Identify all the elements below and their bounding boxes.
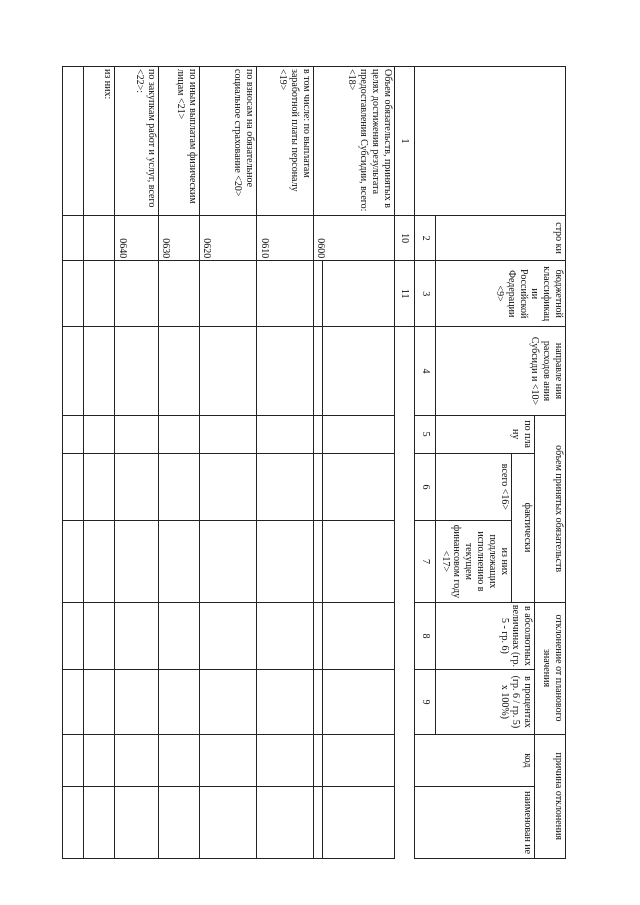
- table-cell: [199, 453, 257, 521]
- row-code: 0630: [158, 215, 199, 260]
- row-code: 0640: [115, 215, 158, 260]
- header-obligations: объем принятых обязательств: [535, 415, 566, 602]
- table-cell: [63, 734, 84, 787]
- table-cell: [199, 261, 257, 327]
- row-label: по иным выплатам физическим лицам <21>: [158, 67, 199, 216]
- table-cell: [83, 327, 115, 416]
- header-reason-name: наименован ие: [415, 787, 535, 859]
- table-cell: [257, 327, 313, 416]
- table-cell: [322, 602, 394, 670]
- table-cell: [115, 734, 158, 787]
- column-number-8: 8: [415, 602, 436, 670]
- table-cell: [322, 787, 394, 859]
- table-cell: [115, 261, 158, 327]
- table-cell: [83, 602, 115, 670]
- row-label: по взносам на обязательное социальное страхование <20>: [199, 67, 257, 216]
- table-cell: [257, 734, 313, 787]
- header-dev-absolute: в абсолютных величинах (гр. 5 - гр. 6): [435, 602, 534, 670]
- row-code: 0620: [199, 215, 257, 260]
- table-cell: [115, 787, 158, 859]
- header-actual: фактически: [511, 453, 535, 602]
- header-reason-code: код: [415, 734, 535, 787]
- column-number-5: 5: [415, 415, 436, 453]
- table-cell: [83, 787, 115, 859]
- column-number-7: 7: [415, 521, 436, 602]
- table-row: [322, 67, 394, 859]
- header-description: [415, 67, 566, 216]
- header-by-plan: по пла ну: [435, 415, 534, 453]
- column-number-9: 9: [415, 670, 436, 734]
- column-number-2: 2: [415, 215, 436, 260]
- column-number-1: 1: [394, 67, 415, 216]
- table-cell: [322, 453, 394, 521]
- table-cell: [115, 415, 158, 453]
- rotated-form: [62, 66, 566, 859]
- table-cell: [199, 602, 257, 670]
- row-code: 0610: [257, 215, 313, 260]
- header-dev-percent: в процентах (гр. 6 / гр. 5) x 100%): [435, 670, 534, 734]
- table-cell: [158, 670, 199, 734]
- table-row: [63, 67, 84, 859]
- table-cell: [158, 327, 199, 416]
- column-number-3: 3: [415, 261, 436, 327]
- table-cell: [158, 521, 199, 602]
- header-actual-current-year: из них подлежащих исполнению в текущем финансовом году <17>: [435, 521, 511, 602]
- obligations-table: [62, 66, 566, 859]
- table-cell: [63, 215, 84, 260]
- table-cell: [158, 787, 199, 859]
- table-cell: [115, 453, 158, 521]
- table-cell: [63, 787, 84, 859]
- table-cell: [63, 602, 84, 670]
- table-cell: [83, 261, 115, 327]
- column-number-11: 11: [394, 261, 415, 327]
- table-cell: [83, 670, 115, 734]
- table-cell: [313, 415, 322, 453]
- table-cell: [158, 734, 199, 787]
- table-row: [199, 67, 257, 859]
- table-cell: [313, 327, 322, 416]
- header-deviation: отклонение от планового значения: [535, 602, 566, 734]
- header-reason: причина отклонения: [535, 734, 566, 859]
- row-code: [83, 215, 115, 260]
- table-row: [158, 67, 199, 859]
- table-cell: [257, 521, 313, 602]
- column-number-6: 6: [415, 453, 436, 521]
- table-cell: [83, 415, 115, 453]
- table-cell: [199, 521, 257, 602]
- table-cell: [115, 670, 158, 734]
- column-number-10: 10: [394, 215, 415, 260]
- table-cell: [313, 734, 322, 787]
- row-label: Объем обязательств, принятых в целях достижения результата предоставления Субсидии, всего: <18>: [313, 67, 394, 216]
- table-cell: [199, 670, 257, 734]
- row-code: 0600: [313, 215, 394, 260]
- table-row: [257, 67, 313, 859]
- table-cell: [257, 787, 313, 859]
- column-number-4: 4: [415, 327, 436, 416]
- table-cell: [115, 521, 158, 602]
- table-cell: [158, 261, 199, 327]
- table-cell: [322, 521, 394, 602]
- table-cell: [83, 734, 115, 787]
- table-cell: [257, 261, 313, 327]
- table-cell: [83, 453, 115, 521]
- table-cell: [199, 327, 257, 416]
- header-bcc: бюджетной классификац ии Российской Федерации <9>: [435, 261, 565, 327]
- table-cell: [313, 670, 322, 734]
- header-line-code: стро ки: [435, 215, 565, 260]
- table-cell: [158, 602, 199, 670]
- table-cell: [257, 670, 313, 734]
- table-cell: [83, 521, 115, 602]
- table-cell: [313, 521, 322, 602]
- table-cell: [322, 415, 394, 453]
- table-cell: [322, 261, 394, 327]
- table-cell: [63, 67, 84, 216]
- table-cell: [63, 670, 84, 734]
- table-cell: [158, 415, 199, 453]
- table-cell: [322, 734, 394, 787]
- table-cell: [257, 453, 313, 521]
- row-label: по закупкам работ и услуг, всего <22>:: [115, 67, 158, 216]
- table-cell: [115, 602, 158, 670]
- table-cell: [115, 327, 158, 416]
- table-row: [115, 67, 158, 859]
- table-cell: [63, 521, 84, 602]
- table-cell: [199, 787, 257, 859]
- table-cell: [158, 453, 199, 521]
- header-actual-total: всего <16>: [435, 453, 511, 521]
- table-cell: [313, 602, 322, 670]
- table-cell: [313, 453, 322, 521]
- table-cell: [63, 453, 84, 521]
- table-cell: [199, 734, 257, 787]
- header-direction: направле ния расходов ания Субсиди и <10>: [435, 327, 565, 416]
- table-cell: [63, 261, 84, 327]
- row-label: в том числе: по выплатам заработной платы персоналу <19>: [257, 67, 313, 216]
- table-cell: [257, 602, 313, 670]
- table-cell: [313, 787, 322, 859]
- table-cell: [199, 415, 257, 453]
- table-row: [83, 67, 115, 859]
- table-cell: [313, 261, 322, 327]
- table-cell: [257, 415, 313, 453]
- row-label: из них:: [83, 67, 115, 216]
- table-cell: [63, 327, 84, 416]
- table-cell: [322, 327, 394, 416]
- table-cell: [322, 670, 394, 734]
- table-cell: [63, 415, 84, 453]
